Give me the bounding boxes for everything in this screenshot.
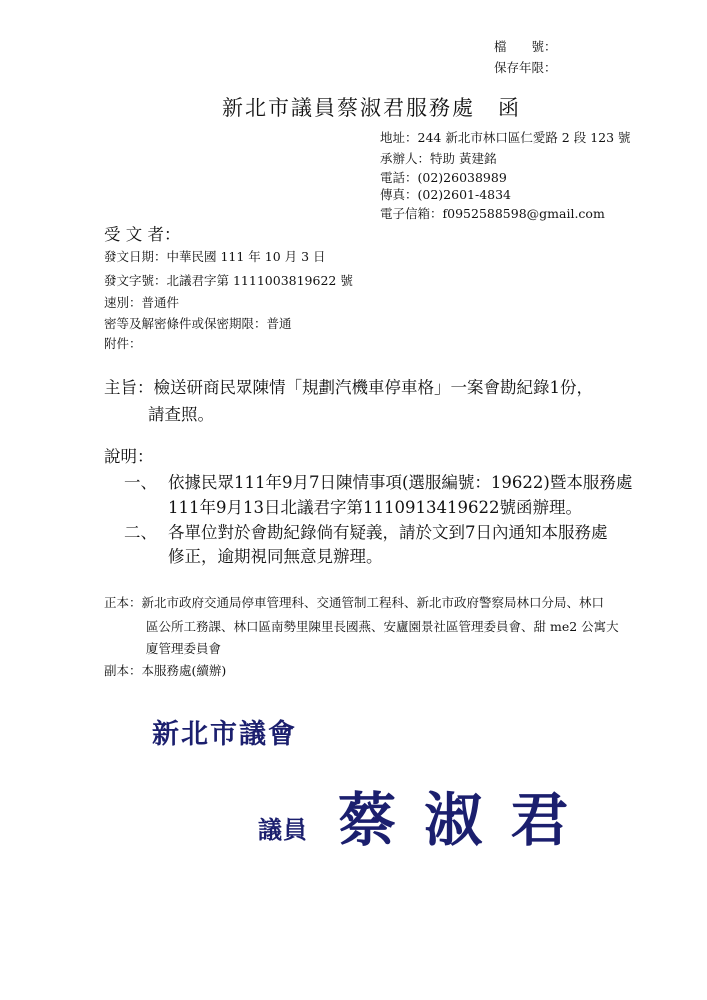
document-number: 發文字號：北議君字第 1111003819622 號 — [104, 273, 353, 288]
original-recipients-line-1: 正本：新北市政府交通局停車管理科、交通管制工程科、新北市政府警察局林口分局、林口 — [104, 595, 605, 610]
explanation-heading: 說明： — [104, 447, 154, 466]
issue-date: 發文日期：中華民國 111 年 10 月 3 日 — [104, 249, 326, 264]
subject-line-2: 請查照。 — [148, 405, 214, 424]
signature-name: 蔡 淑 君 — [338, 786, 573, 854]
retention-period-label: 保存年限： — [494, 60, 557, 75]
explanation-item-2-line-2: 修正，逾期視同無意見辦理。 — [168, 547, 383, 566]
contact-fax: 傳真：(02)2601-4834 — [380, 187, 512, 202]
delivery-speed: 速別：普通件 — [104, 295, 180, 310]
signature-council-name: 新北市議會 — [152, 719, 297, 750]
explanation-item-1-line-1: 依據民眾111年9月7日陳情事項(選服編號：19622)暨本服務處 — [168, 473, 633, 492]
explanation-item-2-marker: 二、 — [124, 523, 157, 542]
letterhead-title: 新北市議員蔡淑君服務處 函 — [222, 96, 521, 120]
contact-email: 電子信箱：f0952588598@gmail.com — [380, 206, 605, 221]
recipient-label: 受 文 者： — [104, 225, 181, 244]
original-recipients-line-2: 區公所工務課、林口區南勢里陳里長國燕、安廬園景社區管理委員會、甜 me2 公寓大 — [146, 619, 619, 634]
attachment-label: 附件： — [104, 336, 142, 351]
contact-phone: 電話：(02)26038989 — [380, 170, 507, 185]
contact-handler: 承辦人：特助 黃建銘 — [380, 151, 497, 166]
file-number-label: 檔 號： — [494, 39, 557, 54]
original-recipients-line-3: 廈管理委員會 — [146, 641, 222, 656]
explanation-item-2-line-1: 各單位對於會勘紀錄倘有疑義，請於文到7日內通知本服務處 — [168, 523, 608, 542]
subject-line-1: 主旨：檢送研商民眾陳情「規劃汽機車停車格」一案會勘紀錄1份， — [104, 378, 593, 397]
security-level: 密等及解密條件或保密期限：普通 — [104, 316, 292, 331]
explanation-item-1-line-2: 111年9月13日北議君字第1110913419622號函辦理。 — [168, 498, 582, 517]
signature-title: 議員 — [258, 815, 308, 844]
copy-recipients: 副本：本服務處(續辦) — [104, 663, 227, 678]
contact-address: 地址：244 新北市林口區仁愛路 2 段 123 號 — [380, 130, 631, 145]
explanation-item-1-marker: 一、 — [124, 473, 157, 492]
